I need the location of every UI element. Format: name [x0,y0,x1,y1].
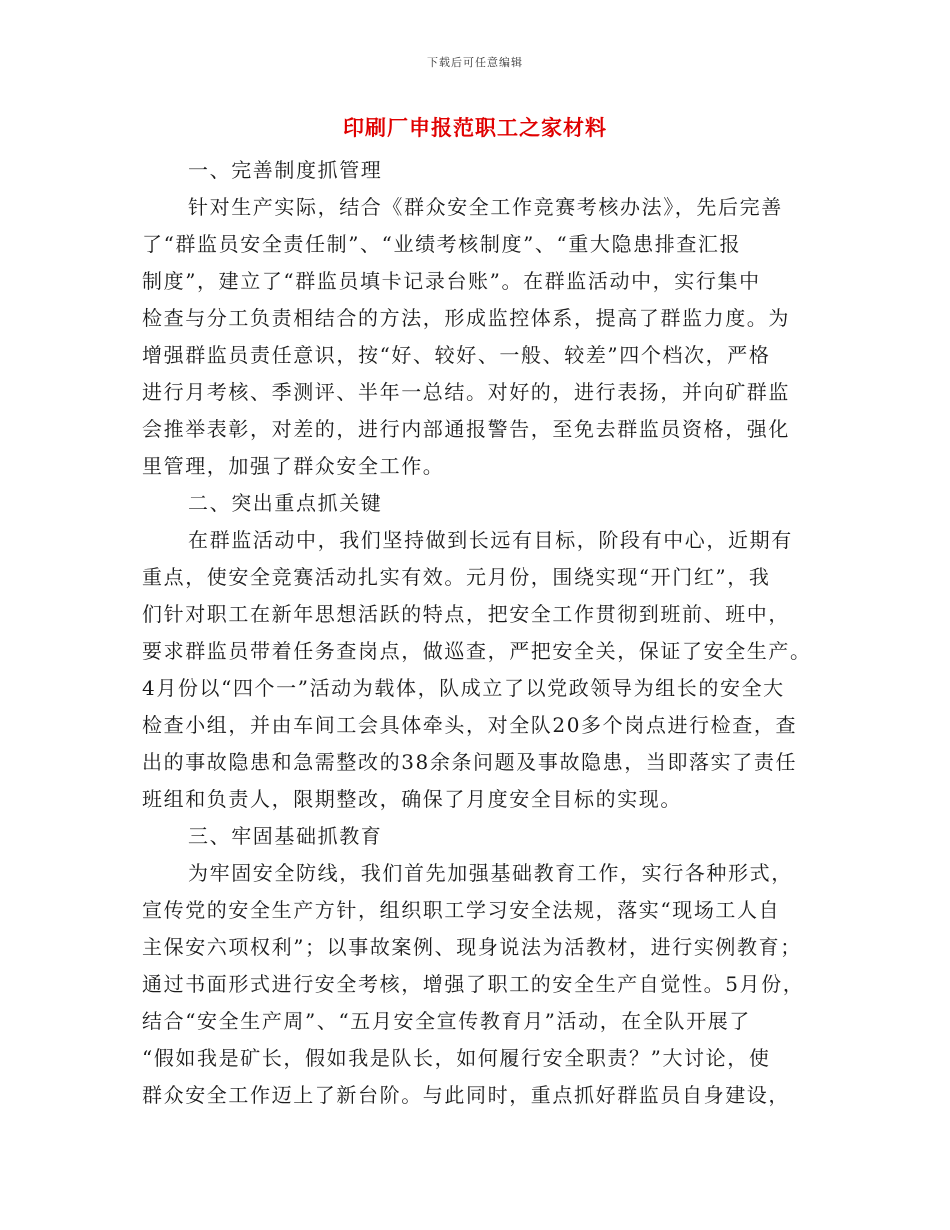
paragraph-line: 重点，使安全竞赛活动扎实有效。元月份，围绕实现“开门红”，我 [142,565,771,589]
paragraph-line: 宣传党的安全生产方针，组织职工学习安全法规，落实“现场工人自 [142,898,781,922]
paragraph-line: 群众安全工作迈上了新台阶。与此同时，重点抓好群监员自身建设， [142,1083,790,1107]
paragraph-line: 会推举表彰，对差的，进行内部通报警告，至免去群监员资格，强化 [142,417,790,441]
document-title: 印刷厂申报范职工之家材料 [343,115,607,140]
paragraph-line: 4月份以“四个一”活动为载体，队成立了以党政领导为组长的安全大 [142,676,785,700]
paragraph-line: 在群监活动中，我们坚持做到长远有目标，阶段有中心，近期有 [188,528,793,552]
paragraph-line: 里管理，加强了群众安全工作。 [142,454,445,478]
section-heading: 一、完善制度抓管理 [188,158,383,182]
paragraph-line: 制度”，建立了“群监员填卡记录台账”。在群监活动中，实行集中 [142,269,761,293]
section-heading: 三、牢固基础抓教育 [188,824,383,848]
paragraph-line: 要求群监员带着任务查岗点，做巡查，严把安全关，保证了安全生产。 [142,639,812,663]
document-body [142,152,810,1114]
paragraph-line: “假如我是矿长，假如我是队长，如何履行安全职责？”大讨论，使 [142,1046,771,1070]
paragraph-line: 检查小组，并由车间工会具体牵头，对全队20多个岗点进行检查，查 [142,713,798,737]
paragraph-line: 针对生产实际，结合《群众安全工作竞赛考核办法》，先后完善 [188,195,783,219]
paragraph-line: 主保安六项权利”；以事故案例、现身说法为活教材，进行实例教育； [142,935,802,959]
paragraph-line: 增强群监员责任意识，按“好、较好、一般、较差”四个档次，严格 [142,343,771,367]
paragraph-line: 进行月考核、季测评、半年一总结。对好的，进行表扬，并向矿群监 [142,380,790,404]
paragraph-line: 们针对职工在新年思想活跃的特点，把安全工作贯彻到班前、班中， [142,602,790,626]
paragraph-line: 为牢固安全防线，我们首先加强基础教育工作，实行各种形式， [188,861,793,885]
paragraph-line: 结合“安全生产周”、“五月安全宣传教育月”活动，在全队开展了 [142,1009,751,1033]
paragraph-line: 检查与分工负责相结合的方法，形成监控体系，提高了群监力度。为 [142,306,790,330]
paragraph-line: 了“群监员安全责任制”、“业绩考核制度”、“重大隐患排查汇报 [142,232,742,256]
paragraph-line: 通过书面形式进行安全考核，增强了职工的安全生产自觉性。5月份， [142,972,805,996]
section-heading: 二、突出重点抓关键 [188,491,383,515]
paragraph-line: 出的事故隐患和急需整改的38余条问题及事故隐患，当即落实了责任 [142,750,798,774]
paragraph-line: 班组和负责人，限期整改，确保了月度安全目标的实现。 [142,787,682,811]
header-note: 下载后可任意编辑 [427,56,523,69]
